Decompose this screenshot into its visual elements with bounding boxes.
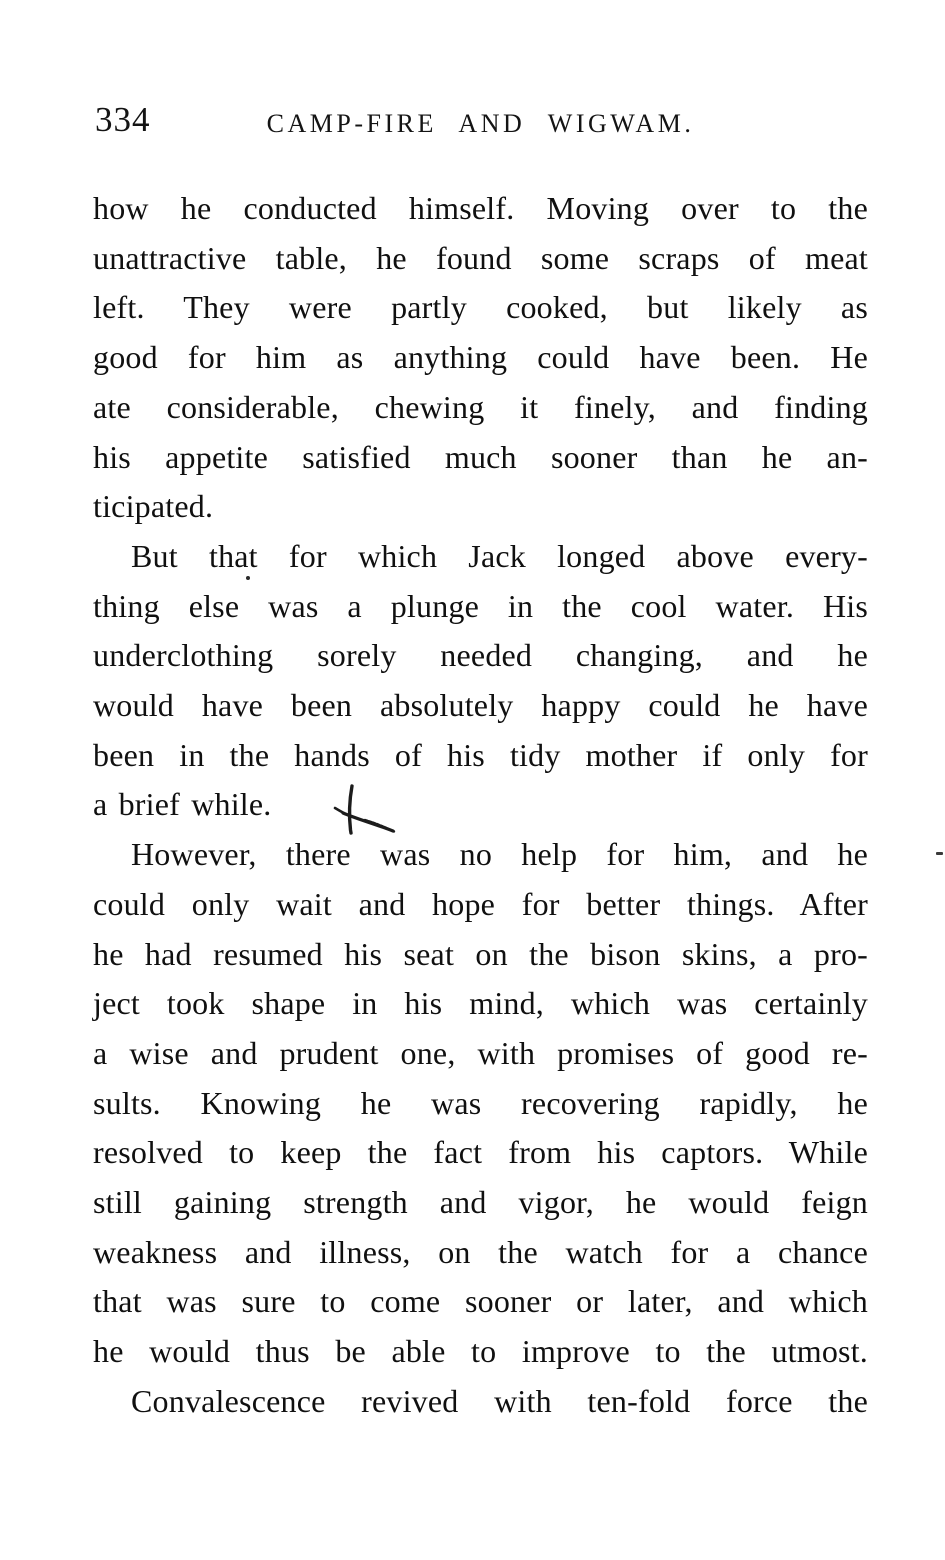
page-number: 334 (95, 100, 151, 139)
running-title: CAMP-FIRE AND WIGWAM. (266, 109, 695, 138)
text-line: that was sure to come sooner or later, and which (93, 1283, 868, 1320)
text-line: ate considerable, chewing it finely, and finding (93, 388, 868, 425)
small-ink-dot (246, 576, 250, 580)
text-line: However, there was no help for him, and he (131, 836, 868, 873)
edge-ink-speck (936, 852, 943, 855)
text-line: could only wait and hope for better things. After (93, 885, 868, 922)
text-line: a brief while. (93, 786, 272, 823)
text-line: underclothing sorely needed changing, and he (93, 637, 868, 674)
text-line: his appetite satisfied much sooner than he an- (93, 438, 868, 475)
text-line: how he conducted himself. Moving over to the (93, 190, 868, 226)
text-line: left. They were partly cooked, but likely as (93, 289, 868, 326)
text-line: ticipated. (93, 488, 214, 525)
text-line: would have been absolutely happy could he have (93, 687, 868, 724)
text-line: thing else was a plunge in the cool water. His (93, 587, 868, 624)
text-line: weakness and illness, on the watch for a chance (93, 1233, 868, 1270)
text-line: he would thus be able to improve to the utmost. (93, 1333, 868, 1370)
text-line: he had resumed his seat on the bison skins, a pro- (93, 935, 868, 972)
text-line: But that for which Jack longed above every- (131, 537, 868, 574)
text-line: ject took shape in his mind, which was certainly (93, 985, 868, 1022)
text-line: good for him as anything could have been. He (93, 339, 868, 376)
text-line: still gaining strength and vigor, he would feign (93, 1184, 868, 1221)
text-line: a wise and prudent one, with promises of good re- (93, 1034, 868, 1071)
text-line: Convalescence revived with ten-fold force the (131, 1382, 868, 1419)
text-line: been in the hands of his tidy mother if only for (93, 736, 868, 773)
text-line: unattractive table, he found some scraps of meat (93, 239, 868, 276)
page-body (93, 184, 868, 1427)
text-line: resolved to keep the fact from his captors. While (93, 1134, 868, 1171)
text-line: sults. Knowing he was recovering rapidly, he (93, 1084, 868, 1121)
handwritten-ink-mark (331, 783, 403, 841)
